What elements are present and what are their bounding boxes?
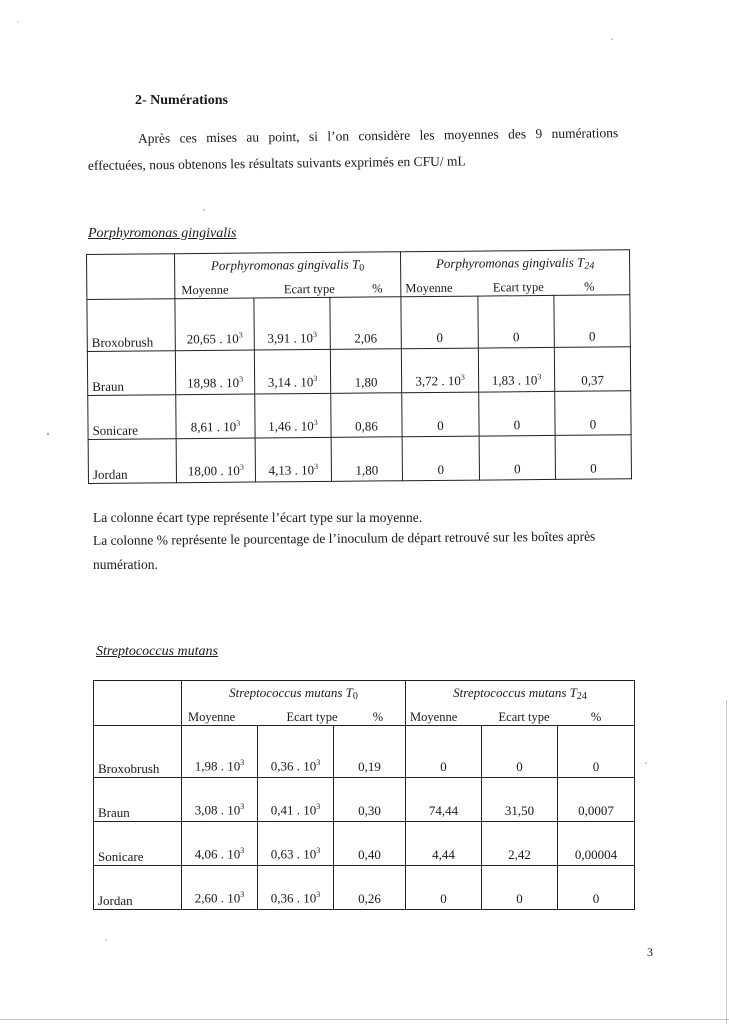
table1-row-label: Broxobrush bbox=[87, 298, 175, 351]
table1-species-title: Porphyromonas gingivalis bbox=[88, 226, 237, 241]
value: 1,46 . 10 bbox=[268, 418, 314, 434]
table1-row bbox=[88, 390, 631, 439]
table2-col-pct-t24: % bbox=[590, 709, 602, 724]
intro-paragraph-line-2: effectuées, nous obtenons les résultats suivants exprimés en CFU/ mL bbox=[87, 153, 466, 173]
table1-cell bbox=[255, 437, 331, 482]
exponent: 3 bbox=[238, 330, 243, 340]
table2-cell: 0,00004 bbox=[558, 821, 635, 865]
scan-edge-right bbox=[726, 700, 727, 1024]
table1-col-pct: % bbox=[372, 280, 383, 296]
table1-cell bbox=[254, 297, 330, 350]
section-heading: 2- Numérations bbox=[135, 93, 228, 108]
table1-cell bbox=[254, 349, 330, 394]
exponent: 3 bbox=[240, 802, 245, 812]
streptococcus-results-table bbox=[93, 680, 635, 910]
table2-cell bbox=[182, 865, 258, 909]
table1-cell: 2,06 bbox=[330, 296, 401, 349]
table1-cell bbox=[478, 347, 554, 392]
note-line-1: La colonne écart type représente l’écart type sur la moyenne. bbox=[93, 510, 423, 525]
table2-header-t0 bbox=[182, 681, 406, 706]
table1-header-t0-subscript: 0 bbox=[359, 262, 365, 274]
table2-header-t24 bbox=[406, 681, 635, 706]
exponent: 3 bbox=[537, 372, 542, 382]
table2-row bbox=[94, 777, 635, 821]
exponent: 3 bbox=[316, 846, 321, 856]
table2-cell: 0,26 bbox=[334, 865, 406, 909]
table2-cell: 0 bbox=[406, 865, 482, 909]
table1-corner-cell bbox=[87, 254, 175, 299]
value: 2,60 . 10 bbox=[194, 890, 241, 906]
table1-cell: 0,86 bbox=[331, 392, 402, 437]
table2-cell: 0 bbox=[482, 865, 558, 909]
exponent: 3 bbox=[316, 758, 321, 768]
table2-cell: 0 bbox=[482, 725, 558, 777]
value: 20,65 . 10 bbox=[186, 331, 239, 347]
scan-edge-bottom bbox=[0, 1019, 729, 1020]
table2-cell: 0,19 bbox=[334, 725, 406, 777]
table2-row bbox=[94, 865, 635, 909]
table1-cell: 0 bbox=[402, 392, 479, 437]
page-number: 3 bbox=[647, 945, 653, 959]
value: 0,36 . 10 bbox=[270, 890, 317, 906]
table2-cell: 74,44 bbox=[406, 777, 482, 821]
exponent: 3 bbox=[240, 890, 245, 900]
table2-header-t24-subscript: 24 bbox=[576, 690, 587, 702]
value: 8,61 . 10 bbox=[190, 419, 237, 435]
intro-paragraph-line-1: Après ces mises au point, si l’on considère les moyennes des 9 numérations bbox=[137, 125, 619, 146]
table1-cell bbox=[175, 298, 254, 351]
table1-cell: 1,80 bbox=[330, 348, 401, 393]
exponent: 3 bbox=[314, 462, 319, 472]
table1-header-t24-subscript: 24 bbox=[584, 260, 595, 272]
table1-header-t24 bbox=[400, 250, 629, 276]
table1-cell bbox=[255, 393, 331, 438]
value: 0,63 . 10 bbox=[270, 846, 317, 862]
table2-cell bbox=[258, 821, 334, 865]
table1-row bbox=[88, 434, 631, 483]
value: 18,98 . 10 bbox=[187, 375, 240, 391]
exponent: 3 bbox=[316, 802, 321, 812]
table1-header-t24-label: Porphyromonas gingivalis T bbox=[435, 254, 585, 271]
table1-cell: 0 bbox=[401, 296, 478, 349]
table1-cell bbox=[176, 438, 255, 483]
table2-cell: 2,42 bbox=[482, 821, 558, 865]
table1-subheader-t24 bbox=[401, 274, 630, 296]
value: 3,72 . 10 bbox=[415, 373, 461, 389]
value: 4,13 . 10 bbox=[268, 462, 315, 478]
table2-cell bbox=[258, 865, 334, 909]
table2-col-ecart: Ecart type bbox=[286, 709, 338, 724]
table2-cell: 0 bbox=[558, 865, 635, 909]
table1-row bbox=[87, 346, 630, 395]
table2-subheader-t24 bbox=[406, 705, 635, 725]
exponent: 3 bbox=[240, 758, 245, 768]
table2-col-pct: % bbox=[372, 709, 384, 724]
table1-cell: 0 bbox=[479, 435, 555, 480]
table2-cell: 0 bbox=[406, 725, 482, 777]
table1-header-t0-label: Porphyromonas gingivalis T bbox=[210, 256, 360, 273]
table2-row bbox=[94, 821, 635, 865]
table2-row-label: Broxobrush bbox=[94, 725, 182, 777]
table1-col-moyenne: Moyenne bbox=[181, 282, 229, 297]
exponent: 3 bbox=[316, 890, 321, 900]
table1-col-pct-t24: % bbox=[584, 279, 595, 294]
exponent: 3 bbox=[313, 418, 318, 428]
exponent: 3 bbox=[239, 374, 244, 384]
table1-cell: 0 bbox=[479, 391, 555, 436]
value: 4,06 . 10 bbox=[194, 846, 241, 862]
value: 1,83 . 10 bbox=[491, 372, 538, 388]
value: 0,36 . 10 bbox=[270, 758, 317, 774]
table2-cell bbox=[182, 777, 258, 821]
table2-row-label: Sonicare bbox=[94, 821, 182, 865]
table2-cell bbox=[182, 821, 258, 865]
table1-subheader-t0 bbox=[175, 276, 401, 298]
table2-header-t0-subscript: 0 bbox=[352, 690, 358, 702]
table2-row-label: Braun bbox=[94, 777, 182, 821]
table1-col-ecart-t24: Ecart type bbox=[492, 279, 544, 294]
table1-row bbox=[87, 294, 630, 351]
table1-cell: 0 bbox=[555, 434, 631, 479]
table2-cell: 31,50 bbox=[482, 777, 558, 821]
table1-row-label: Braun bbox=[87, 350, 175, 395]
table1-row-label: Sonicare bbox=[88, 394, 176, 439]
value: 0,41 . 10 bbox=[270, 802, 317, 818]
table1-cell: 0 bbox=[555, 390, 631, 435]
exponent: 3 bbox=[313, 374, 318, 384]
note-line-3: numération. bbox=[93, 557, 158, 572]
table1-cell: 0 bbox=[554, 294, 630, 347]
exponent: 3 bbox=[239, 462, 244, 472]
table2-row-label: Jordan bbox=[94, 865, 182, 909]
table1-cell: 0 bbox=[478, 295, 554, 348]
table1-cell: 0 bbox=[402, 436, 479, 481]
table2-subheader-t0 bbox=[182, 705, 406, 725]
table2-cell bbox=[182, 725, 258, 777]
table2-cell bbox=[258, 725, 334, 777]
table2-species-title: Streptococcus mutans bbox=[96, 644, 218, 659]
table1-col-ecart: Ecart type bbox=[283, 281, 335, 296]
table1-cell bbox=[176, 394, 255, 439]
table2-row bbox=[94, 725, 635, 777]
note-line-2: La colonne % représente le pourcentage de l’inoculum de départ retrouvé sur les boîtes après bbox=[92, 528, 596, 548]
table2-header-t24-label: Streptococcus mutans T bbox=[453, 684, 577, 700]
table1-col-moyenne-t24: Moyenne bbox=[405, 280, 453, 295]
table2-cell: 0,40 bbox=[334, 821, 406, 865]
value: 3,08 . 10 bbox=[194, 802, 241, 818]
table2-header-t0-label: Streptococcus mutans T bbox=[229, 684, 353, 700]
table2-col-moyenne: Moyenne bbox=[188, 709, 236, 724]
value: 18,00 . 10 bbox=[187, 463, 240, 479]
exponent: 3 bbox=[312, 330, 318, 340]
table2-cell bbox=[258, 777, 334, 821]
table2-cell: 0 bbox=[558, 725, 635, 777]
exponent: 3 bbox=[460, 372, 465, 382]
value: 3,14 . 10 bbox=[267, 374, 314, 390]
table1-row-label: Jordan bbox=[88, 438, 176, 483]
value: 1,98 . 10 bbox=[194, 758, 241, 774]
table1-header-t0 bbox=[175, 252, 401, 278]
table2-col-moyenne-t24: Moyenne bbox=[410, 709, 458, 724]
table1-cell: 0,37 bbox=[554, 346, 630, 391]
value: 3,91 . 10 bbox=[267, 330, 314, 346]
table2-corner-cell bbox=[94, 681, 182, 726]
table2-cell: 0,30 bbox=[334, 777, 406, 821]
exponent: 3 bbox=[240, 846, 245, 856]
exponent: 3 bbox=[236, 418, 241, 428]
table1-cell: 1,80 bbox=[331, 436, 402, 481]
table2-col-ecart-t24: Ecart type bbox=[498, 709, 550, 724]
table1-cell bbox=[175, 350, 254, 395]
porphyromonas-results-table bbox=[86, 249, 632, 483]
table1-cell bbox=[401, 348, 478, 393]
table2-cell: 4,44 bbox=[406, 821, 482, 865]
table2-cell: 0,0007 bbox=[558, 777, 635, 821]
